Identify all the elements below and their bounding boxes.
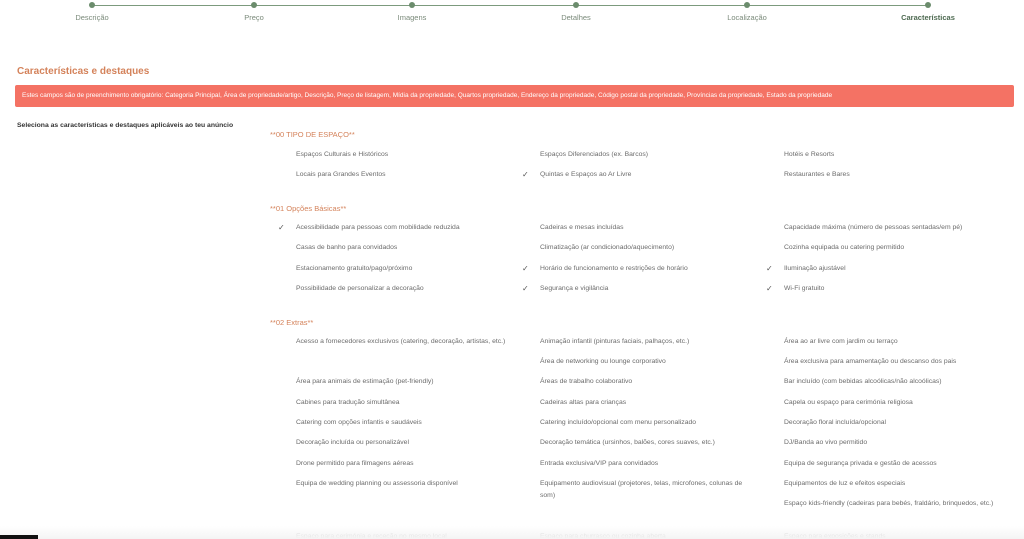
feature-label: Possibilidade de personalizar a decoração — [296, 285, 424, 292]
checkbox[interactable] — [766, 499, 774, 509]
checkbox[interactable] — [766, 438, 774, 448]
step-label: Características — [901, 13, 955, 22]
step-label: Localização — [727, 13, 767, 22]
feature-checkbox[interactable] — [278, 397, 508, 409]
feature-label: Área para animais de estimação (pet-friendly) — [296, 378, 434, 385]
checkmark-icon[interactable]: ✓ — [278, 223, 285, 232]
feature-checkbox[interactable] — [522, 376, 752, 388]
feature-checkbox[interactable] — [522, 336, 752, 348]
feature-checkbox[interactable] — [766, 437, 996, 449]
step-dot — [925, 2, 931, 8]
feature-label: Acessibilidade para pessoas com mobilidade reduzida — [296, 224, 460, 231]
feature-checkbox[interactable] — [766, 397, 996, 409]
checkbox[interactable] — [278, 284, 286, 294]
group-title-tipo-espaco: **00 TIPO DE ESPAÇO** — [270, 130, 355, 139]
feature-label: Equipamento audiovisual (projetores, telas, microfones, colunas de som) — [540, 480, 743, 499]
step-localizacao[interactable] — [687, 2, 807, 22]
checkbox[interactable] — [278, 170, 286, 180]
checkbox[interactable] — [766, 377, 774, 387]
checkbox[interactable] — [278, 479, 286, 489]
checkbox[interactable] — [278, 150, 286, 160]
feature-checkbox[interactable] — [522, 169, 752, 181]
checkmark-icon[interactable]: ✓ — [522, 284, 529, 293]
step-imagens[interactable] — [352, 2, 472, 22]
feature-checkbox[interactable] — [278, 458, 508, 470]
feature-checkbox[interactable] — [278, 336, 508, 348]
alert-text: Estes campos são de preenchimento obrigatório: Categoria Principal, Área de propriedade/artigo, Descrição, Preço de listagem, Mídia da propriedade, Quartos propriedade, Endereço da propriedade, Código postal da propriedade, Províncias da propriedade, Estado da propriedade — [22, 92, 833, 99]
feature-checkbox[interactable] — [766, 417, 996, 429]
checkbox[interactable] — [766, 243, 774, 253]
checkbox[interactable] — [278, 243, 286, 253]
checkbox[interactable] — [766, 479, 774, 489]
checkbox[interactable] — [522, 357, 530, 367]
feature-label: Acesso a fornecedores exclusivos (catering, decoração, artistas, etc.) — [296, 338, 506, 345]
feature-checkbox[interactable] — [278, 263, 508, 275]
feature-checkbox[interactable] — [278, 437, 508, 449]
feature-checkbox[interactable] — [522, 356, 752, 368]
feature-checkbox[interactable] — [766, 263, 996, 275]
progress-stepper — [0, 0, 1024, 30]
section-title: Características e destaques — [17, 66, 150, 77]
feature-label: Área de networking ou lounge corporativo — [540, 358, 666, 365]
feature-label: Wi-Fi gratuito — [784, 285, 825, 292]
feature-checkbox[interactable] — [766, 222, 1016, 234]
checkbox[interactable] — [766, 150, 774, 160]
feature-label: Equipamentos de luz e efeitos especiais — [784, 480, 906, 487]
checkbox[interactable] — [522, 418, 530, 428]
feature-label: Equipa de segurança privada e gestão de acessos — [784, 460, 937, 467]
feature-label: Locais para Grandes Eventos — [296, 171, 386, 178]
feature-label: Áreas de trabalho colaborativo — [540, 378, 633, 385]
feature-checkbox[interactable] — [766, 478, 996, 490]
feature-label: Espaços Diferenciados (ex. Barcos) — [540, 151, 649, 158]
feature-checkbox[interactable] — [278, 242, 508, 254]
step-preco[interactable] — [194, 2, 314, 22]
checkbox[interactable] — [522, 337, 530, 347]
checkbox[interactable] — [278, 377, 286, 387]
feature-checkbox[interactable] — [766, 376, 996, 388]
feature-checkbox[interactable] — [766, 149, 996, 161]
checkbox[interactable] — [522, 438, 530, 448]
checkbox[interactable] — [766, 337, 774, 347]
feature-label: Decoração temática (ursinhos, balões, cores suaves, etc.) — [540, 439, 715, 446]
checkmark-icon[interactable]: ✓ — [766, 284, 773, 293]
feature-label: Cadeiras altas para crianças — [540, 399, 627, 406]
checkbox[interactable] — [522, 243, 530, 253]
checkbox[interactable] — [278, 264, 286, 274]
checkbox[interactable] — [766, 357, 774, 367]
feature-checkbox[interactable] — [522, 222, 752, 234]
checkbox[interactable] — [278, 398, 286, 408]
feature-label: Espaço kids-friendly (cadeiras para bebés, fraldário, brinquedos, etc.) — [784, 500, 994, 507]
feature-label: DJ/Banda ao vivo permitido — [784, 439, 868, 446]
feature-label: Cadeiras e mesas incluídas — [540, 224, 624, 231]
features-instruction-label: Seleciona as características e destaques aplicáveis ao teu anúncio — [17, 122, 234, 129]
feature-label: Cozinha equipada ou catering permitido — [784, 244, 905, 251]
step-label: Descrição — [75, 13, 109, 22]
feature-label: Climatização (ar condicionado/aquecimento) — [540, 244, 675, 251]
checkbox[interactable] — [766, 398, 774, 408]
feature-label: Estacionamento gratuito/pago/próximo — [296, 265, 413, 272]
feature-checkbox[interactable] — [278, 222, 508, 234]
checkbox[interactable] — [278, 418, 286, 428]
feature-label: Quintas e Espaços ao Ar Livre — [540, 171, 632, 178]
step-dot — [251, 2, 257, 8]
feature-label: Capacidade máxima (número de pessoas sentadas/em pé) — [784, 224, 963, 231]
required-fields-alert — [15, 85, 1014, 107]
feature-checkbox[interactable] — [522, 149, 752, 161]
feature-label: Drone permitido para filmagens aéreas — [296, 460, 414, 467]
feature-checkbox[interactable] — [522, 437, 752, 449]
feature-checkbox[interactable] — [766, 283, 996, 295]
feature-checkbox[interactable] — [766, 169, 996, 181]
checkbox[interactable] — [278, 438, 286, 448]
feature-label: Área ao ar livre com jardim ou terraço — [784, 338, 898, 345]
feature-checkbox[interactable] — [766, 356, 996, 368]
feature-label: Bar incluído (com bebidas alcoólicas/não alcoólicas) — [784, 378, 942, 385]
feature-checkbox[interactable] — [522, 263, 752, 275]
step-descricao[interactable] — [32, 2, 152, 22]
checkbox[interactable] — [522, 377, 530, 387]
checkbox[interactable] — [766, 459, 774, 469]
checkmark-icon[interactable]: ✓ — [522, 264, 529, 273]
checkbox[interactable] — [278, 337, 286, 347]
feature-label: Capela ou espaço para cerimónia religiosa — [784, 399, 913, 406]
feature-checkbox[interactable] — [522, 458, 752, 470]
step-dot — [409, 2, 415, 8]
feature-checkbox[interactable] — [522, 417, 752, 429]
checkbox[interactable] — [766, 418, 774, 428]
checkbox[interactable] — [522, 398, 530, 408]
feature-label: Iluminação ajustável — [784, 265, 846, 272]
feature-label: Área exclusiva para amamentação ou descanso dos pais — [784, 358, 957, 365]
bottom-fade — [0, 526, 1024, 539]
checkbox[interactable] — [522, 223, 530, 233]
feature-checkbox[interactable] — [278, 376, 508, 388]
feature-label: Hotéis e Resorts — [784, 151, 835, 158]
step-label: Preço — [244, 13, 264, 22]
feature-checkbox[interactable] — [522, 397, 752, 409]
step-dot — [89, 2, 95, 8]
checkbox[interactable] — [522, 150, 530, 160]
checkmark-icon[interactable]: ✓ — [522, 170, 529, 179]
feature-checkbox[interactable] — [278, 149, 508, 161]
feature-label: Segurança e vigilância — [540, 285, 609, 292]
group-title-opcoes-basicas: **01 Opções Básicas** — [270, 204, 347, 213]
checkbox[interactable] — [766, 170, 774, 180]
feature-checkbox[interactable] — [278, 283, 508, 295]
step-dot — [744, 2, 750, 8]
checkbox[interactable] — [522, 459, 530, 469]
feature-checkbox[interactable] — [278, 169, 508, 181]
feature-label: Casas de banho para convidados — [296, 244, 398, 251]
feature-checkbox[interactable] — [766, 336, 996, 348]
feature-label: Horário de funcionamento e restrições de horário — [540, 265, 688, 272]
feature-label: Restaurantes e Bares — [784, 171, 850, 178]
feature-label: Catering incluído/opcional com menu personalizado — [540, 419, 697, 426]
feature-label: Espaços Culturais e Históricos — [296, 151, 389, 158]
feature-checkbox[interactable] — [766, 242, 996, 254]
feature-checkbox[interactable] — [278, 478, 508, 490]
feature-label: Catering com opções infantis e saudáveis — [296, 419, 422, 426]
feature-checkbox[interactable] — [766, 458, 996, 470]
feature-label: Decoração incluída ou personalizável — [296, 439, 409, 446]
feature-checkbox[interactable] — [278, 417, 508, 429]
step-detalhes[interactable] — [516, 2, 636, 22]
step-caracteristicas[interactable] — [868, 2, 988, 22]
feature-label: Entrada exclusiva/VIP para convidados — [540, 460, 659, 467]
step-label: Detalhes — [561, 13, 591, 22]
checkbox[interactable] — [522, 479, 530, 489]
corner-bar — [0, 535, 38, 539]
feature-label: Equipa de wedding planning ou assessoria disponível — [296, 480, 458, 487]
step-dot — [573, 2, 579, 8]
feature-checkbox[interactable] — [522, 242, 752, 254]
feature-checkbox[interactable] — [522, 283, 752, 295]
feature-label: Decoração floral incluída/opcional — [784, 419, 887, 426]
checkbox[interactable] — [766, 223, 774, 233]
feature-checkbox[interactable] — [522, 478, 752, 502]
checkmark-icon[interactable]: ✓ — [766, 264, 773, 273]
feature-label: Cabines para tradução simultânea — [296, 399, 400, 406]
checkbox[interactable] — [278, 459, 286, 469]
group-title-extras: **02 Extras** — [270, 318, 314, 327]
feature-checkbox[interactable] — [766, 498, 996, 510]
feature-label: Animação infantil (pinturas faciais, palhaços, etc.) — [540, 338, 690, 345]
step-label: Imagens — [397, 13, 427, 22]
